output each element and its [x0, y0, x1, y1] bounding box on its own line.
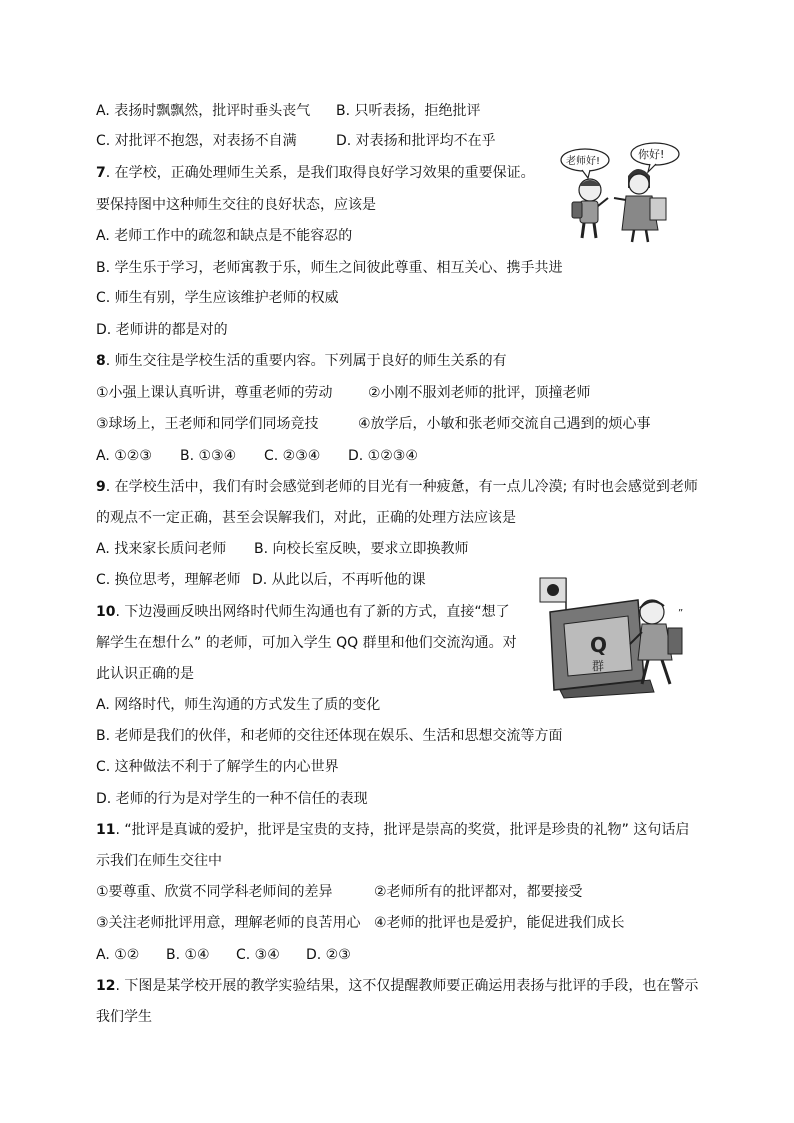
- q12-stem-line-2: 我们学生: [96, 1009, 152, 1025]
- q6-option-row-1: [96, 101, 481, 121]
- q10-stem-line-3: 此认识正确的是: [96, 666, 194, 682]
- q11-option-a: A. ①②: [96, 947, 140, 963]
- student-speech-bubble: 老师好!: [566, 156, 601, 167]
- svg-text:”: ”: [678, 608, 684, 619]
- q6-option-a: A. 表扬时飘飘然，批评时垂头丧气: [96, 103, 311, 119]
- q11-statement-1: ①要尊重、欣赏不同学科老师间的差异: [96, 884, 333, 900]
- teacher-student-greeting-illustration: [550, 140, 695, 245]
- q7-stem-line-2: 要保持图中这种师生交往的良好状态，应该是: [96, 197, 376, 213]
- q7-stem-line-1: [96, 163, 535, 183]
- q11-statement-row-2: [96, 913, 625, 933]
- q8-statement-row-1: [96, 383, 591, 403]
- q11-number: 11: [96, 822, 116, 838]
- q11-statement-2: ②老师所有的批评都对，都要接受: [374, 884, 583, 900]
- q6-option-d: D. 对表扬和批评均不在乎: [336, 133, 496, 149]
- q6-option-b: B. 只听表扬，拒绝批评: [336, 103, 481, 119]
- q11-statement-row-1: [96, 882, 583, 902]
- q11-option-b: B. ①④: [166, 947, 210, 963]
- q10-stem-line-2: 解学生在想什么” 的老师，可加入学生 QQ 群里和他们交流沟通。对: [96, 635, 517, 651]
- q7-option-a: A. 老师工作中的疏忽和缺点是不能容忍的: [96, 228, 353, 244]
- q11-stem-line-2: 示我们在师生交往中: [96, 853, 222, 869]
- q10-option-b: B. 老师是我们的伙伴，和老师的交往还体现在娱乐、生活和思想交流等方面: [96, 728, 563, 744]
- q9-option-a: A. 找来家长质问老师: [96, 541, 227, 557]
- q8-statement-row-2: [96, 414, 651, 434]
- q12-number: 12: [96, 978, 116, 994]
- teacher-speech-bubble: 你好!: [638, 148, 665, 161]
- q11-option-c: C. ③④: [236, 947, 280, 963]
- q8-number: 8: [96, 353, 106, 369]
- q8-option-b: B. ①③④: [180, 448, 237, 464]
- q7-number: 7: [96, 165, 106, 181]
- q7-option-b: B. 学生乐于学习，老师寓教于乐，师生之间彼此尊重、相互关心、携手共进: [96, 260, 563, 276]
- monitor-screen-text: Q: [590, 633, 608, 657]
- qq-penguin-icon: [547, 584, 559, 596]
- q11-stem-line-1: [96, 820, 689, 840]
- q9-option-c: C. 换位思考，理解老师: [96, 572, 241, 588]
- q9-options-row-2: [96, 570, 426, 590]
- q8-statement-3: ③球场上，王老师和同学们同场竞技: [96, 416, 319, 432]
- q7-stem-1: . 在学校，正确处理师生关系，是我们取得良好学习效果的重要保证。: [105, 165, 535, 181]
- q10-number: 10: [96, 604, 116, 620]
- q11-option-d: D. ②③: [306, 947, 351, 963]
- monitor-group-text: 群: [592, 659, 605, 673]
- q9-option-b: B. 向校长室反映，要求立即换教师: [254, 541, 469, 557]
- q7-cartoon: [550, 140, 695, 245]
- q9-stem-1: . 在学校生活中，我们有时会感觉到老师的目光有一种疲惫，有一点儿冷漠; 有时也会感觉到老师: [105, 479, 698, 495]
- q8-statement-1: ①小强上课认真听讲，尊重老师的劳动: [96, 385, 333, 401]
- q8-stem: . 师生交往是学校生活的重要内容。下列属于良好的师生关系的有: [105, 353, 507, 369]
- q10-stem-line-1: [96, 602, 510, 622]
- q8-options-row: [96, 446, 418, 466]
- q7-option-c: C. 师生有别，学生应该维护老师的权威: [96, 290, 339, 306]
- q8-option-c: C. ②③④: [264, 448, 321, 464]
- q8-statement-4: ④放学后，小敏和张老师交流自己遇到的烦心事: [358, 416, 651, 432]
- q9-stem-line-1: [96, 477, 698, 497]
- q10-cartoon: [520, 572, 700, 700]
- q11-statement-4: ④老师的批评也是爱护，能促进我们成长: [374, 915, 625, 931]
- q8-option-d: D. ①②③④: [348, 448, 418, 464]
- q12-stem-1: . 下图是某学校开展的教学实验结果，这不仅提醒教师要正确运用表扬与批评的手段，也在警示: [115, 978, 699, 994]
- q11-stem-1: . “批评是真诚的爱护，批评是宝贵的支持，批评是崇高的奖赏，批评是珍贵的礼物” 这句话启: [115, 822, 690, 838]
- q10-stem-1: . 下边漫画反映出网络时代师生沟通也有了新的方式，直接“想了: [115, 604, 510, 620]
- q9-option-d: D. 从此以后，不再听他的课: [252, 572, 426, 588]
- teacher-computer-qq-illustration: [520, 572, 700, 700]
- q6-option-row-2: [96, 131, 496, 151]
- q8-statement-2: ②小刚不服刘老师的批评，顶撞老师: [368, 385, 591, 401]
- q8-option-a: A. ①②③: [96, 448, 152, 464]
- q12-stem-line-1: [96, 976, 698, 996]
- q9-options-row-1: [96, 539, 469, 559]
- q11-options-row: [96, 945, 351, 965]
- q11-statement-3: ③关注老师批评用意，理解老师的良苦用心: [96, 915, 361, 931]
- q10-option-a: A. 网络时代，师生沟通的方式发生了质的变化: [96, 697, 381, 713]
- q8-stem-line: [96, 351, 507, 371]
- q10-option-d: D. 老师的行为是对学生的一种不信任的表现: [96, 791, 368, 807]
- q10-option-c: C. 这种做法不利于了解学生的内心世界: [96, 759, 339, 775]
- q6-option-c: C. 对批评不抱怨，对表扬不自满: [96, 133, 297, 149]
- q9-number: 9: [96, 479, 106, 495]
- q9-stem-line-2: 的观点不一定正确，甚至会误解我们，对此，正确的处理方法应该是: [96, 510, 516, 526]
- q7-option-d: D. 老师讲的都是对的: [96, 322, 228, 338]
